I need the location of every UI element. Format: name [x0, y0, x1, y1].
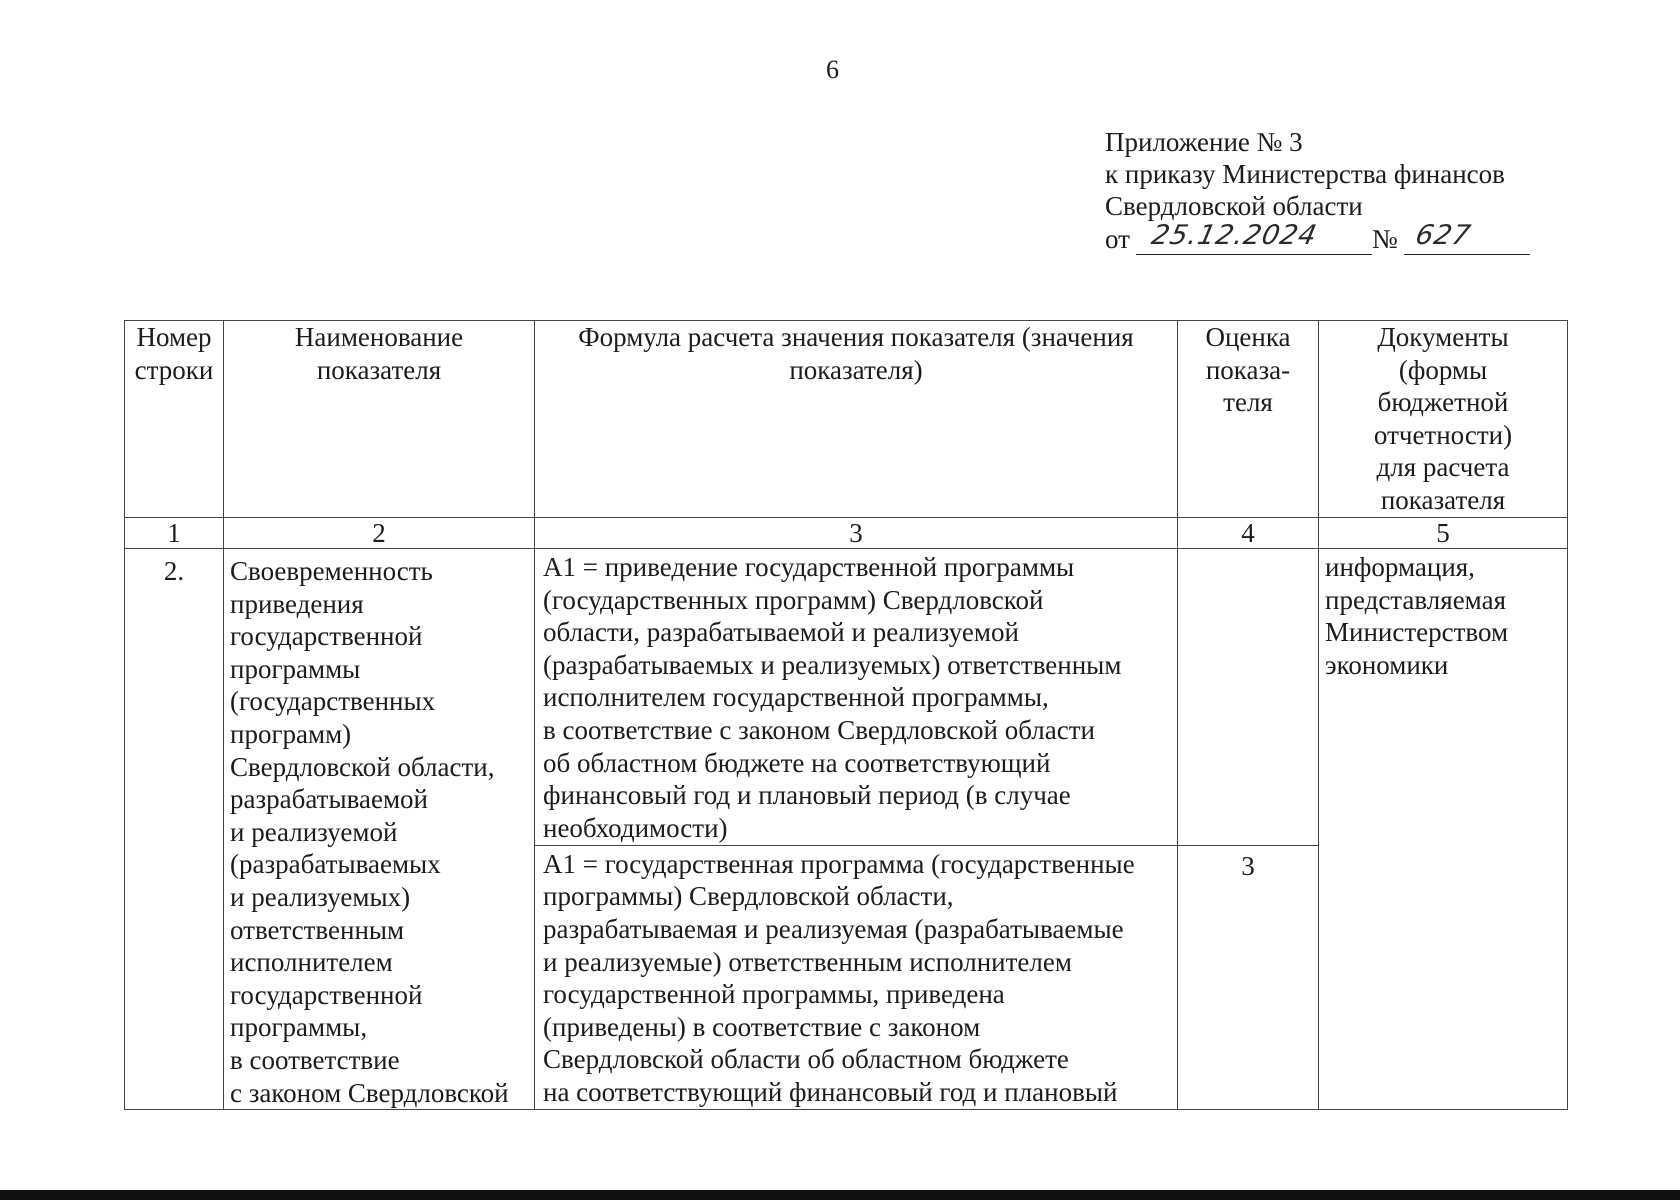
handwritten-date: 25.12.2024 — [1148, 220, 1320, 251]
table-header-row — [125, 321, 1568, 518]
appendix-block — [1105, 126, 1530, 255]
header-indicator-name: Наименование показателя — [224, 321, 535, 518]
column-number: 5 — [1319, 518, 1568, 549]
appendix-region: Свердловской области — [1105, 191, 1363, 221]
documents-cell: информация, представляемая Министерством экономики — [1319, 549, 1568, 1110]
row-number-cell: 2. — [125, 549, 224, 1110]
number-field — [1404, 220, 1530, 255]
table-row — [125, 549, 1568, 846]
indicator-name-cell: Своевременность приведения государственной программы (государственных программ) Свердловской области, разрабатываемой и реализуемой (разрабатываемых и реализуемых) ответственным исполнителем государственной программы, в соответствие с законом Свердловской — [224, 549, 535, 1110]
indicators-table — [124, 320, 1568, 1110]
scan-edge-bar — [0, 1190, 1680, 1200]
column-number: 3 — [535, 518, 1178, 549]
score-cell-2: 3 — [1178, 845, 1319, 1109]
appendix-title: Приложение № 3 — [1105, 127, 1303, 157]
from-label: от — [1105, 224, 1130, 254]
score-cell-1 — [1178, 549, 1319, 846]
header-documents: Документы (формы бюджетной отчетности) для расчета показателя — [1319, 321, 1568, 518]
handwritten-number: 627 — [1412, 220, 1474, 251]
appendix-order-ref: к приказу Министерства финансов — [1105, 159, 1505, 189]
column-number-row — [125, 518, 1568, 549]
header-row-number: Номер строки — [125, 321, 224, 518]
header-score: Оценка показа- теля — [1178, 321, 1319, 518]
header-formula: Формула расчета значения показателя (значения показателя) — [535, 321, 1178, 518]
column-number: 4 — [1178, 518, 1319, 549]
formula-cell-2: А1 = государственная программа (государственные программы) Свердловской области, разрабатываемая и реализуемая (разрабатываемые и реализуемые) ответственным исполнителем государственной программы, приведена (приведены) в соответствие с законом Свердловской области об областном бюджете на соответствующий финансовый год и плановый — [535, 845, 1178, 1109]
page-number: 6 — [826, 55, 839, 84]
date-field — [1136, 220, 1372, 255]
column-number: 2 — [224, 518, 535, 549]
number-label: № — [1371, 224, 1398, 254]
formula-cell-1: А1 = приведение государственной программы (государственных программ) Свердловской области, разрабатываемой и реализуемой (разрабатываемых и реализуемых) ответственным исполнителем государственной программы, в соответствие с законом Свердловской области об областном бюджете на соответствующий финансовый год и плановый период (в случае необходимости) — [535, 549, 1178, 846]
appendix-date-number-line — [1105, 220, 1530, 255]
column-number: 1 — [125, 518, 224, 549]
